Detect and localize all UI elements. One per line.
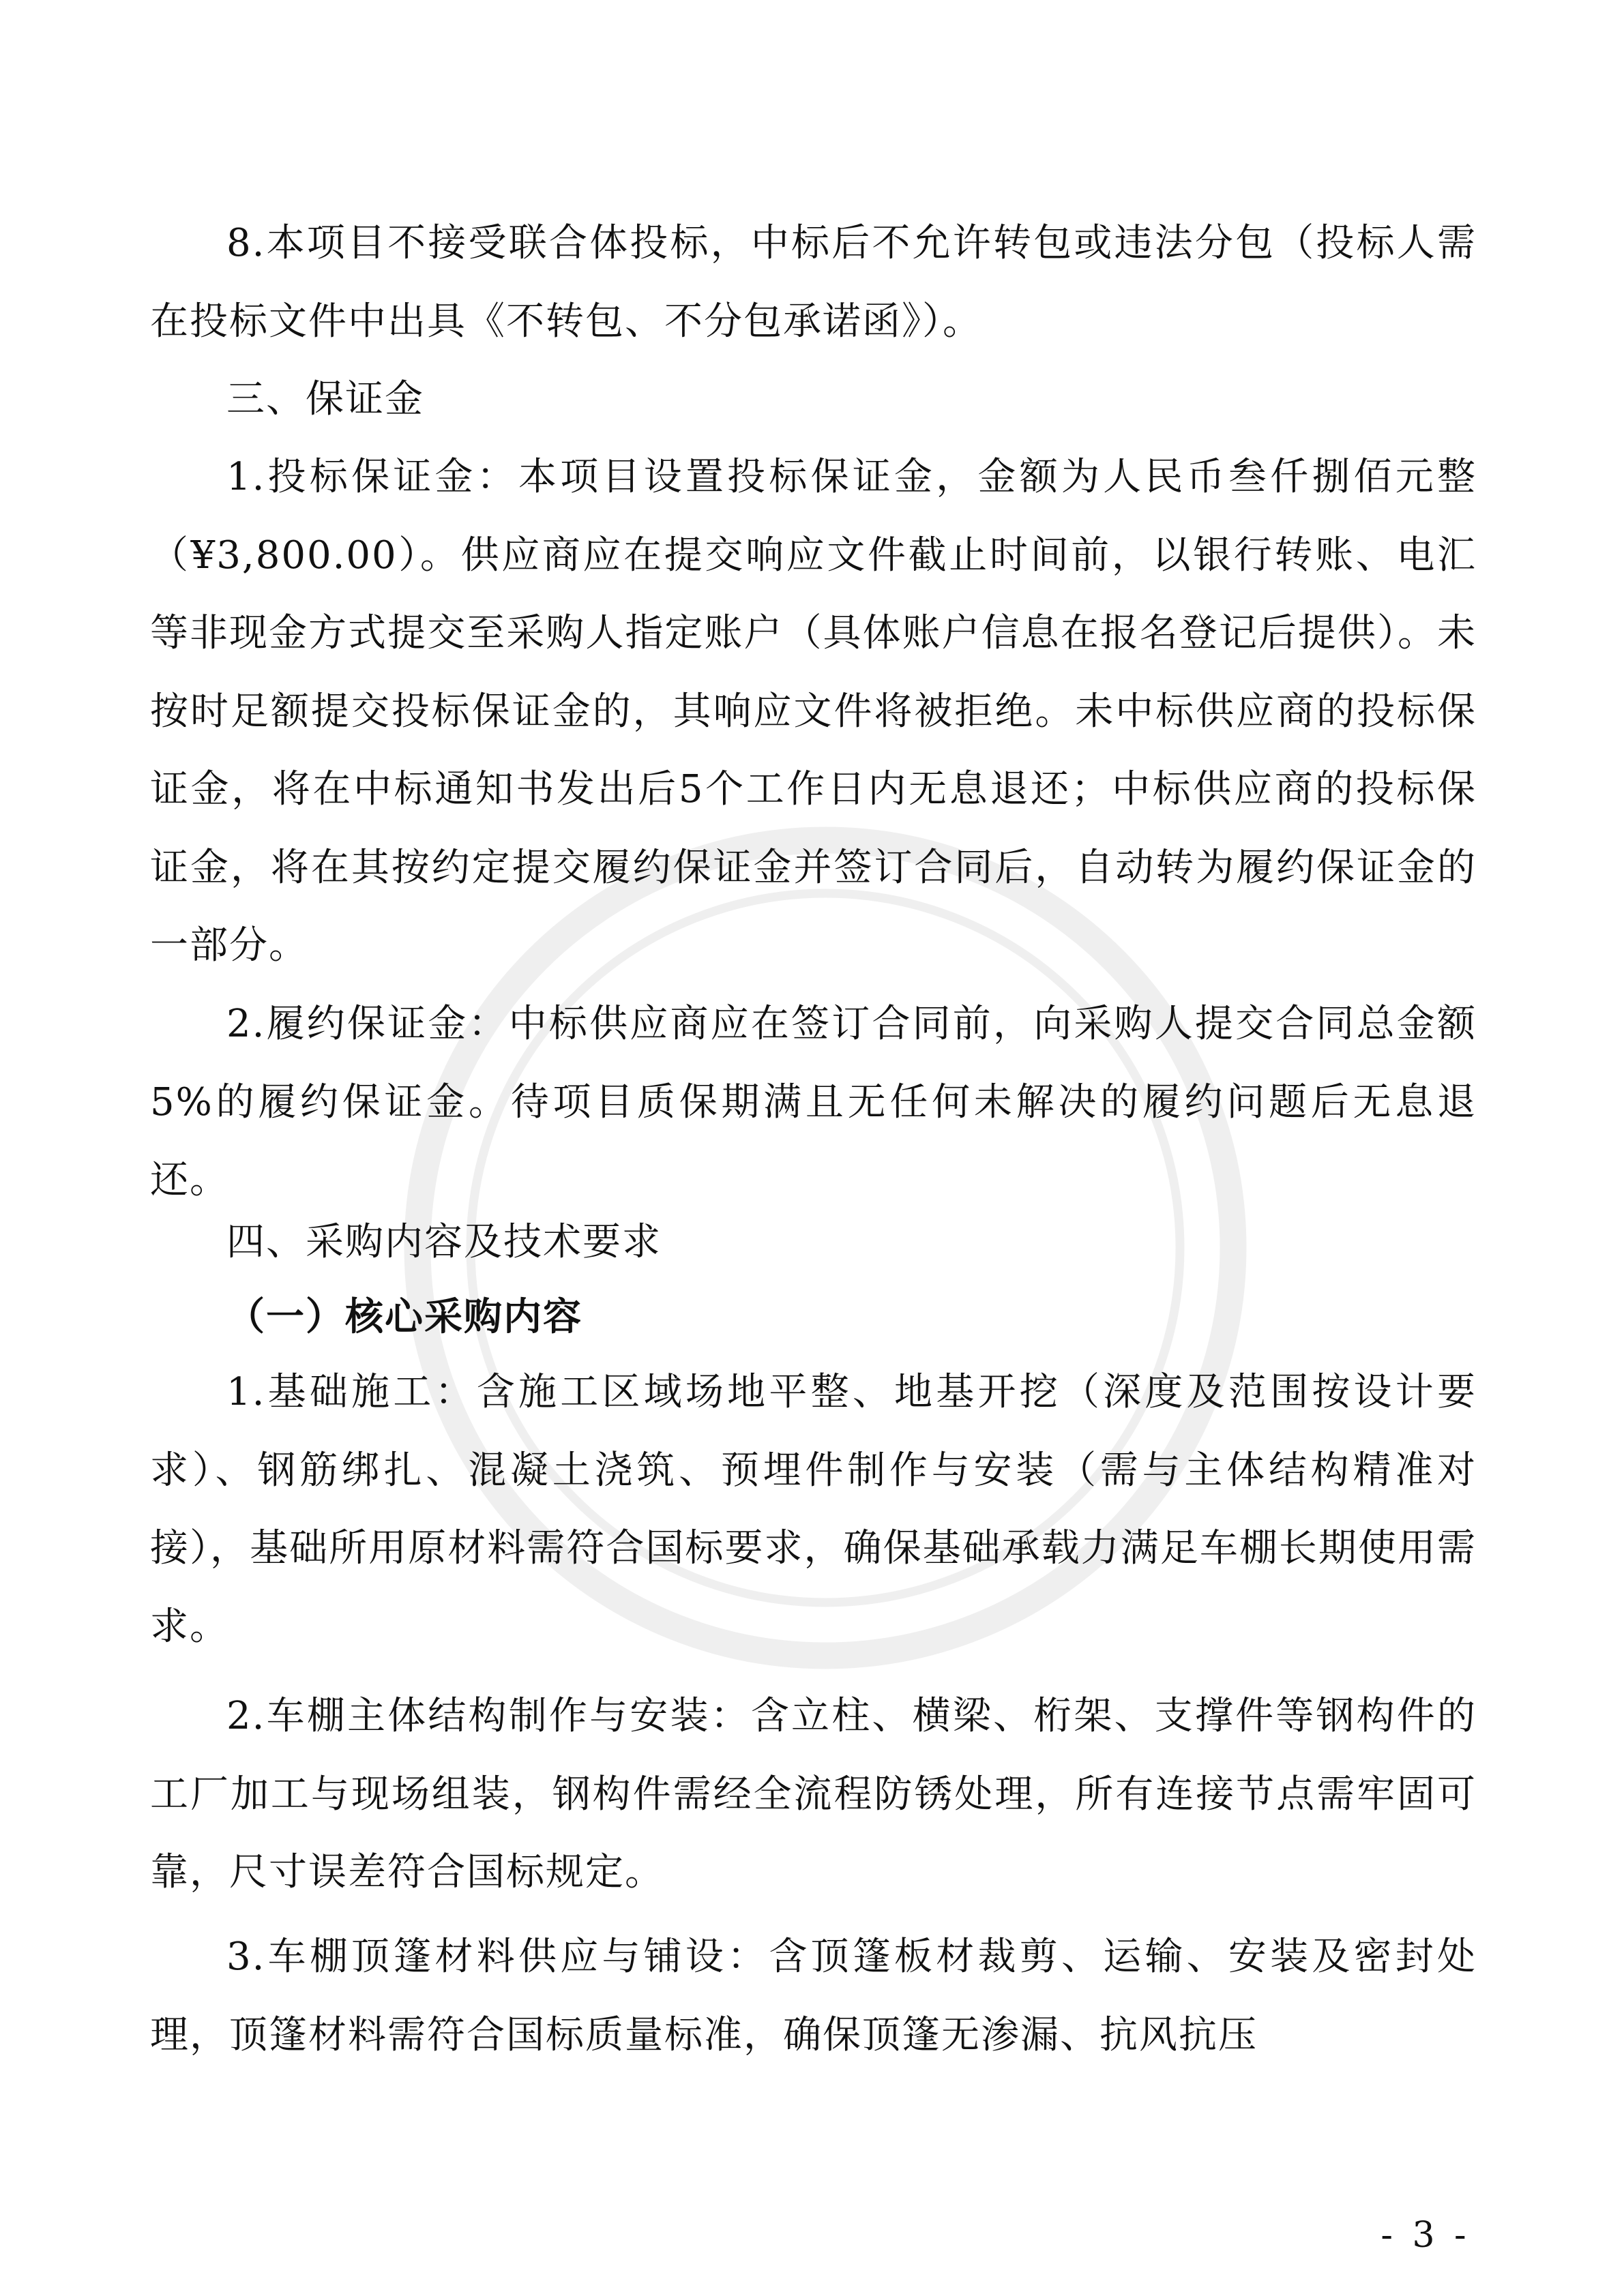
paragraph-foundation-work: 1.基础施工：含施工区域场地平整、地基开挖（深度及范围按设计要求）、钢筋绑扎、混凝土浇筑、预埋件制作与安装（需与主体结构精准对接），基础所用原材料需符合国标要求，确保基础承载力满足车棚长期使用需求。	[150, 1370, 1477, 1649]
paragraph-bid-deposit: 1.投标保证金：本项目设置投标保证金，金额为人民币叁仟捌佰元整（¥3,800.00）。供应商应在提交响应文件截止时间前，以银行转账、电汇等非现金方式提交至采购人指定账户（具体账户信息在报名登记后提供）。未按时足额提交投标保证金的，其响应文件将被拒绝。未中标供应商的投标保证金，将在中标通知书发出后5个工作日内无息退还；中标供应商的投标保证金，将在其按约定提交履约保证金并签订合同后，自动转为履约保证金的一部分。	[150, 455, 1477, 968]
section-heading-procurement: 四、采购内容及技术要求	[226, 1220, 662, 1264]
paragraph-roof-material: 3.车棚顶篷材料供应与铺设：含顶篷板材裁剪、运输、安装及密封处理，顶篷材料需符合国标质量标准，确保顶篷无渗漏、抗风抗压	[150, 1935, 1477, 2057]
paragraph-performance-deposit: 2.履约保证金：中标供应商应在签订合同前，向采购人提交合同总金额5%的履约保证金。待项目质保期满且无任何未解决的履约问题后无息退还。	[150, 1002, 1477, 1202]
paragraph-8-no-subcontract: 8.本项目不接受联合体投标，中标后不允许转包或违法分包（投标人需在投标文件中出具《不转包、不分包承诺函》）。	[150, 221, 1477, 344]
section-heading-deposit: 三、保证金	[226, 377, 424, 421]
subsection-heading-core-content: （一）核心采购内容	[226, 1294, 582, 1339]
paragraph-main-structure: 2.车棚主体结构制作与安装：含立柱、横梁、桁架、支撑件等钢构件的工厂加工与现场组装，钢构件需经全流程防锈处理，所有连接节点需牢固可靠，尺寸误差符合国标规定。	[150, 1694, 1477, 1894]
page-number: - 3 -	[1381, 2215, 1471, 2256]
